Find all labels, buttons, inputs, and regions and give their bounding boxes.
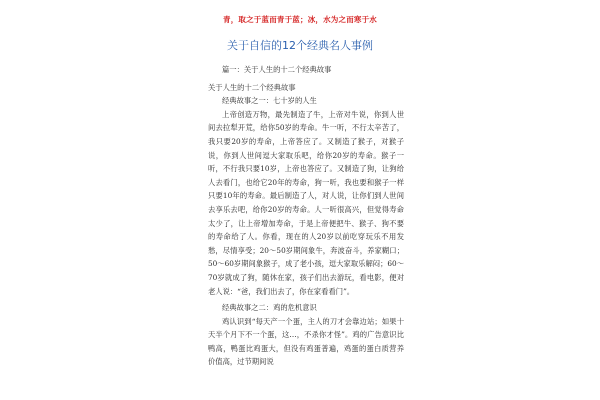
section-heading: 篇一：关于人生的十二个经典故事 bbox=[222, 65, 332, 74]
article-body bbox=[208, 63, 404, 369]
story-paragraph-1: 上帝创造万物，最先制造了牛，上帝对牛说，你到人世间去拉犁开荒，给你50岁的寿命。牛一听，不行太辛苦了，我只要20岁的寿命，上帝答应了。又制造了猴子，对猴子说，你到人世间逗大家取乐吧，给你20岁的寿命。猴子一听，不行我只要10岁，上帝也答应了。又制造了狗，让狗给人去看门，也给它20年的寿命，狗一听，我也要和猴子一样只要10年的寿命。最后制造了人，对人说，让你们到人世间去享乐去吧，给你20岁的寿命。人一听很高兴，但觉得寿命太少了，让上帝增加寿命，于是上帝便把牛、猴子、狗不要的寿命给了人。你看，现在的人20岁以前吃穿玩乐不用发愁，尽情享受；20～50岁期间象牛，奔波奋斗，养家糊口；50～60岁期间象猴子，成了老小孩，逗大家取乐解闷；60～70岁就成了狗，随休在家，孩子们出去游玩，看电影，便对老人说：“爸，我们出去了，你在家看看门”。 bbox=[208, 109, 404, 296]
page-title: 关于自信的12个经典名人事例 bbox=[227, 39, 373, 52]
story-paragraph-2: 鸡认识到“每天产一个蛋，主人的刀才会靠边站；如果十天半个月下不一个蛋，这…，不杀你才怪”。鸡的广告意识比鸭高，鸭蛋比鸡蛋大，但没有鸡蛋普遍，鸡蛋的蛋白质营养价值高，过节期间说 bbox=[208, 316, 404, 367]
story-heading-1: 经典故事之一：七十岁的人生 bbox=[222, 96, 317, 106]
subheading: 关于人生的十二个经典故事 bbox=[208, 82, 296, 92]
header-motto: 青，取之于蓝而青于蓝；冰，水为之而寒于水 bbox=[223, 15, 377, 24]
story-heading-2: 经典故事之二：鸡的危机意识 bbox=[222, 303, 317, 313]
